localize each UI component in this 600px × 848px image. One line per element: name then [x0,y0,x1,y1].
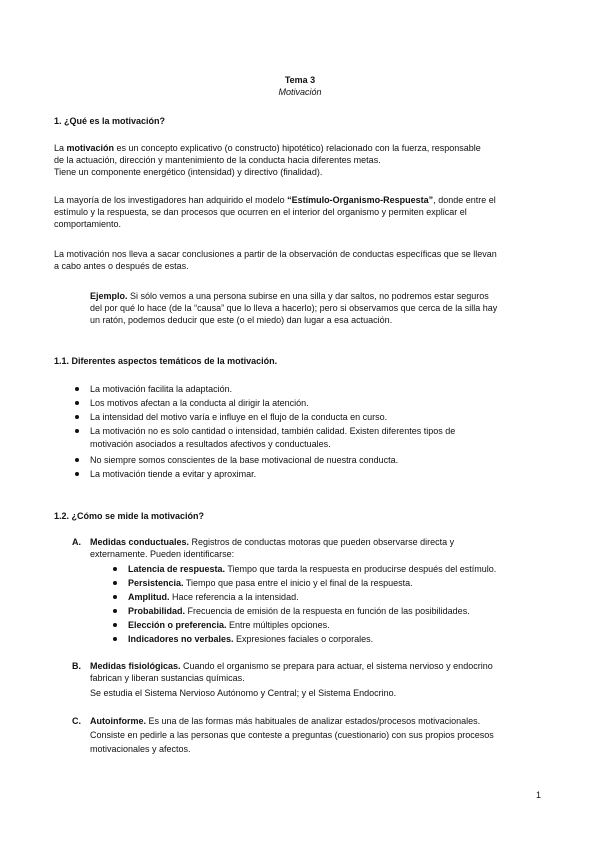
item-title: Indicadores no verbales. [128,634,234,644]
example-text-1: Si sólo vemos a una persona subirse en una silla y dar saltos, no podremos estar seguros [127,291,489,301]
paragraph-2-line-2: estímulo y la respuesta, se dan procesos que ocurren en el interior del organismo y permiten explicar el [54,207,467,217]
paragraph-2-line-1 [54,194,496,206]
p2-pre: La mayoría de los investigadores han adquirido el modelo [54,195,288,205]
item-text: Entre múltiples opciones. [226,620,330,630]
measure-b-line-2: fabrican y liberan sustancias químicas. [90,673,245,683]
example-line-2: del por qué lo hace (de la “causa” que lo lleva a hacerlo); pero si observamos que cerca de la silla hay [90,303,498,313]
bullet-item: Los motivos afectan a la conducta al dirigir la atención. [90,398,309,408]
measure-b-line-3: Se estudia el Sistema Nervioso Autónomo y Central; y el Sistema Endocrino. [90,688,397,698]
section-heading-1-2: 1.2. ¿Cómo se mide la motivación? [54,511,205,521]
example-line-3: un ratón, podemos deducir que este (o el miedo) dan lugar a esa actuación. [90,315,393,325]
example-label: Ejemplo. [90,291,128,301]
item-text: Frecuencia de emisión de la respuesta en función de las posibilidades. [185,606,470,616]
measure-a-item [128,563,496,575]
measure-c-text: Es una de las formas más habituales de analizar estados/procesos motivacionales. [146,716,481,726]
item-text: Tiempo que tarda la respuesta en producirse después del estímulo. [225,564,497,574]
paragraph-1-line-2: de la actuación, dirección y mantenimiento de la conducta hacia diferentes metas. [54,155,381,165]
bullet-item: La motivación facilita la adaptación. [90,384,233,394]
bullet-item: La motivación tiende a evitar y aproximar. [90,469,257,479]
measure-b-title: Medidas fisiológicas. [90,661,181,671]
measure-a-text: Registros de conductas motoras que pueden observarse directa y [189,537,455,547]
paragraph-1-line-1 [54,142,481,154]
item-title: Latencia de respuesta. [128,564,226,574]
p1-post: es un concepto explicativo (o constructo) hipotético) relacionado con la fuerza, responsable [114,143,481,153]
measure-a-item [128,633,373,645]
doc-subtitle: Motivación [278,87,322,97]
item-text: Expresiones faciales o corporales. [233,634,374,644]
paragraph-2-line-3: comportamiento. [54,219,122,229]
measure-c-label: C. [72,716,81,726]
bullet-item-continuation: motivación asociados a resultados afectivos y conductuales. [90,439,331,449]
measure-a-label: A. [72,537,81,547]
measure-b-label: B. [72,661,81,671]
measure-b-text: Cuando el organismo se prepara para actuar, el sistema nervioso y endocrino [180,661,493,671]
page-number: 1 [536,790,542,800]
measure-b-line-1 [72,660,493,672]
item-title: Persistencia. [128,578,184,588]
paragraph-3-line-2: a cabo antes o después de estas. [54,261,189,271]
p1-pre: La [54,143,67,153]
item-title: Probabilidad. [128,606,186,616]
p2-post: , donde entre el [433,195,496,205]
doc-title: Tema 3 [284,75,316,85]
bullet-item: No siempre somos conscientes de la base motivacional de nuestra conducta. [90,455,399,465]
measure-a-item [128,619,330,631]
example-line-1 [90,290,489,302]
measure-a-item [128,591,299,603]
measure-a-item [128,577,413,589]
paragraph-1-line-3: Tiene un componente energético (intensidad) y directivo (finalidad). [54,167,323,177]
p2-bold: “Estímulo-Organismo-Respuesta” [287,195,434,205]
bullet-item: La intensidad del motivo varía e influye en el flujo de la conducta en curso. [90,412,388,422]
bullet-item: La motivación no es solo cantidad o intensidad, también calidad. Existen diferentes tipos de [90,426,456,436]
measure-a-title: Medidas conductuales. [90,537,190,547]
measure-a-line-1 [72,536,455,548]
measure-a-line-2: externamente. Pueden identificarse: [90,549,235,559]
measure-c-title: Autoinforme. [90,716,146,726]
item-title: Amplitud. [128,592,170,602]
section-heading-1: 1. ¿Qué es la motivación? [54,116,166,126]
paragraph-3-line-1: La motivación nos lleva a sacar conclusiones a partir de la observación de conductas específicas que se llevan [54,249,497,259]
measure-c-line-1 [72,715,481,727]
measure-c-line-3: motivacionales y afectos. [90,744,191,754]
p1-bold: motivación [66,143,115,153]
item-text: Tiempo que pasa entre el inicio y el final de la respuesta. [183,578,413,588]
measure-c-line-2: Consiste en pedirle a las personas que conteste a preguntas (cuestionario) con sus propios procesos [90,730,494,740]
measure-a-item [128,605,470,617]
item-title: Elección o preferencia. [128,620,227,630]
item-text: Hace referencia a la intensidad. [169,592,299,602]
section-heading-1-1: 1.1. Diferentes aspectos temáticos de la motivación. [54,356,278,366]
